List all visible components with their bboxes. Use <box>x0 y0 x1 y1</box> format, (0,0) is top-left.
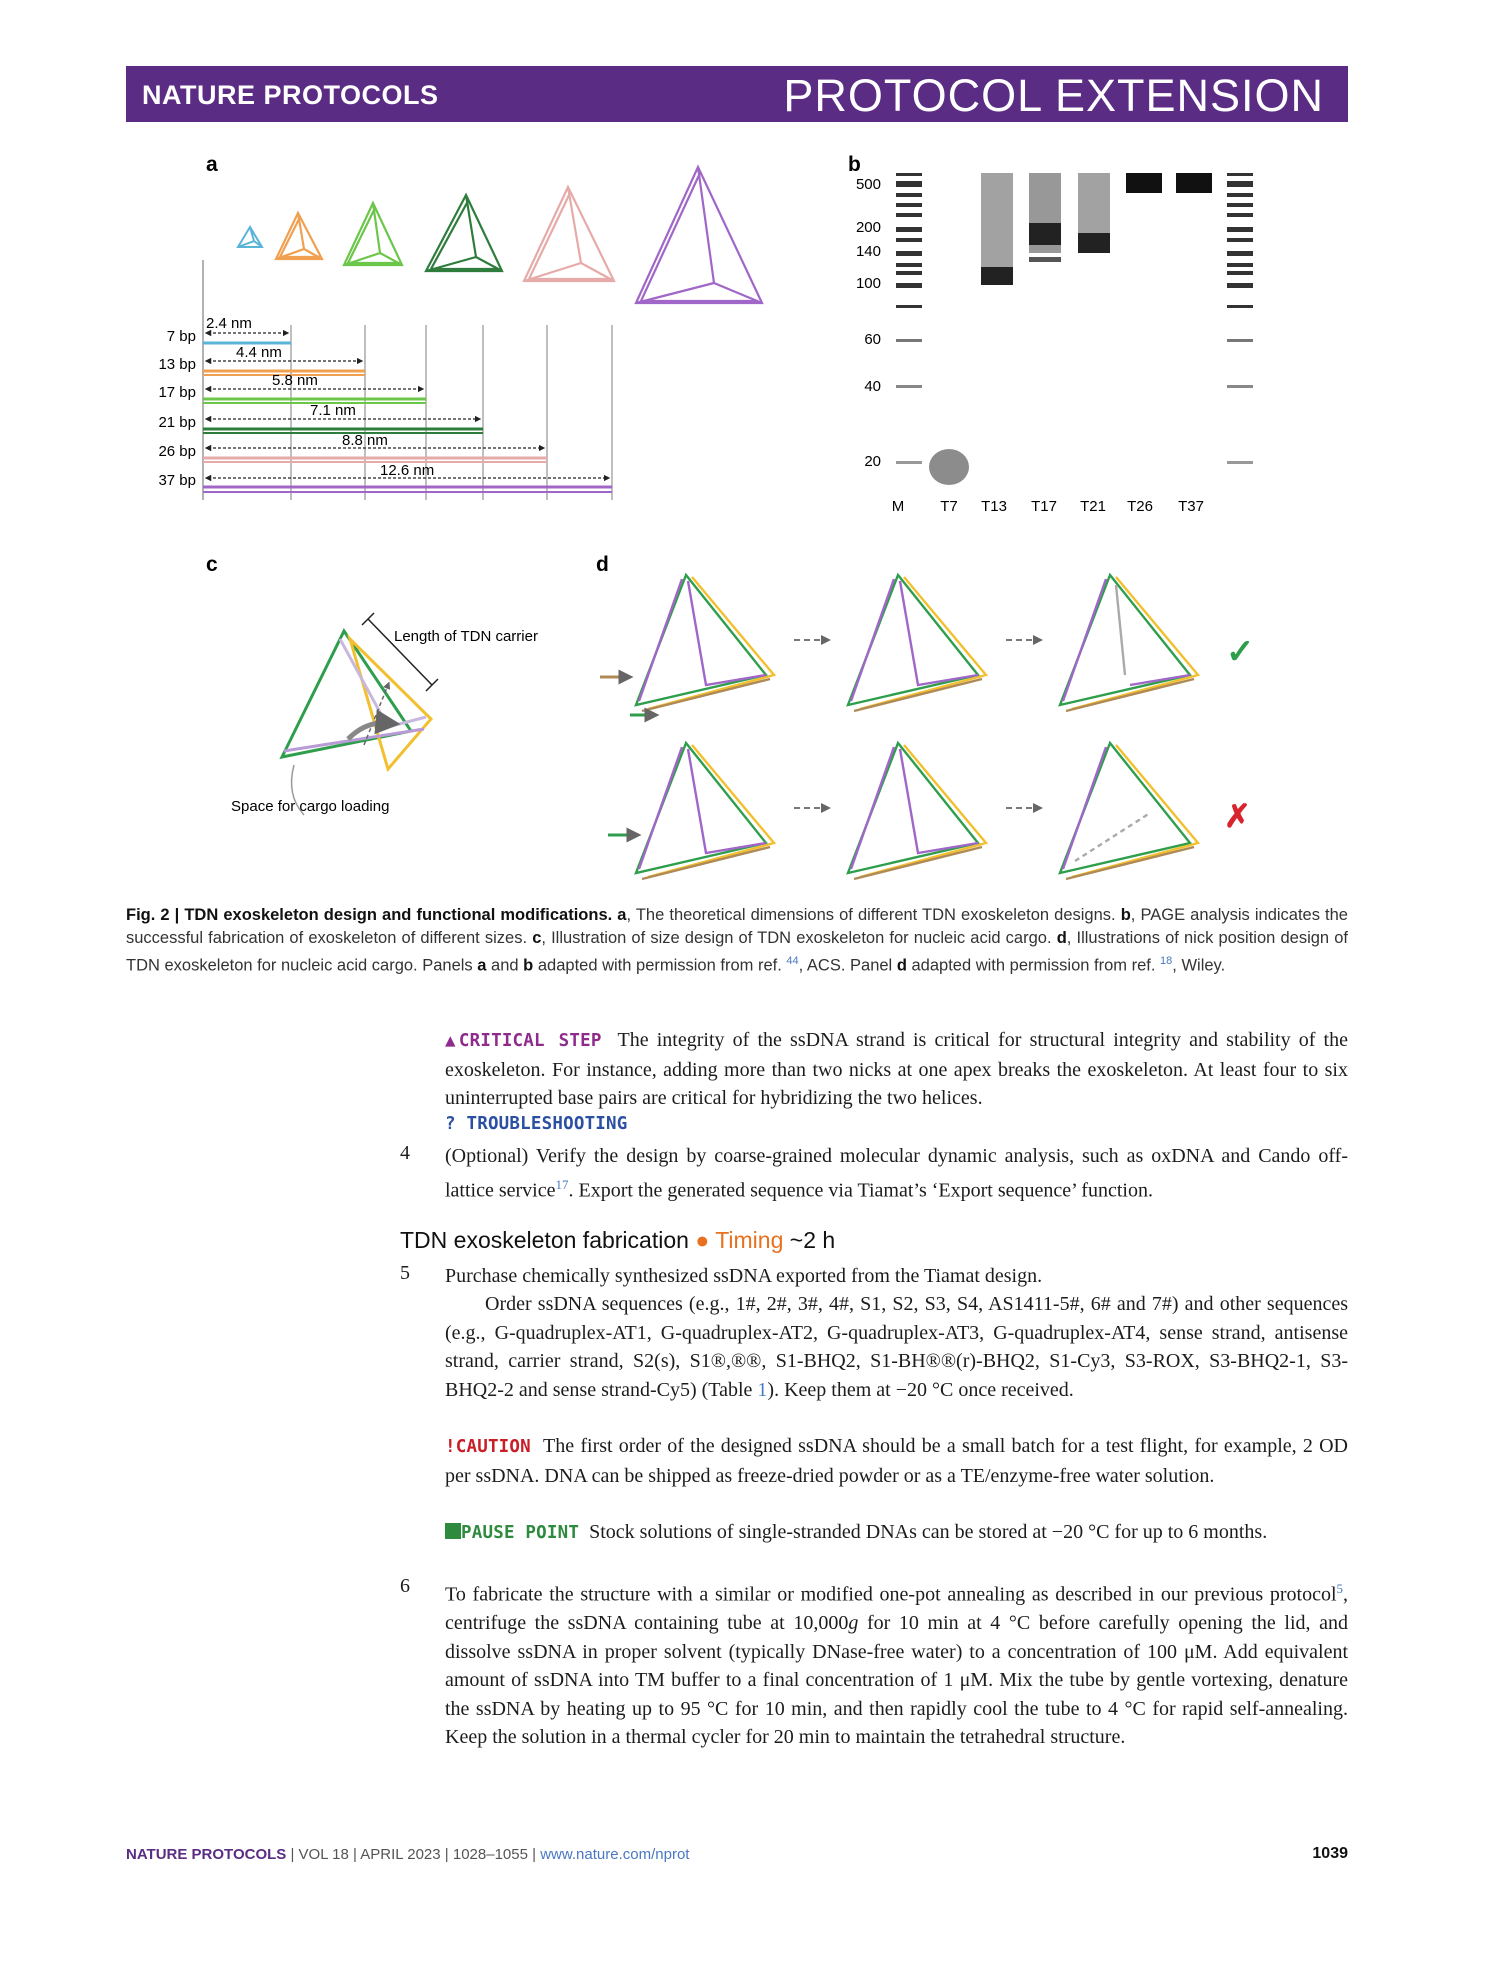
tetrahedron-37bp <box>636 167 762 303</box>
dim-label-4.4nm: 4.4 nm <box>236 344 282 361</box>
table-1-link[interactable]: 1 <box>757 1378 768 1401</box>
svg-text:20: 20 <box>864 453 881 470</box>
tetra-d1 <box>636 575 774 711</box>
tetra-d6 <box>1060 743 1198 879</box>
panel-b-label: b <box>848 153 861 176</box>
tetrahedron-17bp <box>344 203 402 265</box>
ref-17[interactable]: 17 <box>555 1176 569 1192</box>
svg-text:140: 140 <box>855 243 881 260</box>
row-label-21bp: 21 bp <box>158 414 196 431</box>
row-label-37bp: 37 bp <box>158 472 196 489</box>
dim-label-5.8nm: 5.8 nm <box>272 372 318 389</box>
svg-text:60: 60 <box>864 331 881 348</box>
section-heading: TDN exoskeleton fabrication ● Timing ~2 h <box>400 1227 836 1253</box>
tetrahedron-21bp <box>426 195 502 271</box>
tetra-d5 <box>848 743 986 879</box>
dim-label-7.1nm: 7.1 nm <box>310 402 356 419</box>
row-label-7bp: 7 bp <box>166 328 196 345</box>
tetrahedra-row <box>238 167 762 303</box>
ladder-size-labels <box>856 176 881 470</box>
space-for-cargo-loading-label: Space for cargo loading <box>231 798 390 815</box>
dimension-ladder <box>158 260 612 500</box>
panel-a-label: a <box>206 153 218 176</box>
critical-step-paragraph: ▲CRITICAL STEP The integrity of the ssDNA strand is critical for structural integrity and stability of the exoskeleton. For instance, adding more than two nicks at one apex breaks the exoskeleton. At least four to six uninterrupted base pairs are critical for hybridizing the two helices. <box>445 1029 1348 1109</box>
pause-square-icon <box>445 1523 461 1539</box>
svg-text:T17: T17 <box>1031 498 1057 515</box>
svg-text:M: M <box>891 498 905 515</box>
svg-text:200: 200 <box>855 219 881 236</box>
journal-url-link[interactable]: www.nature.com/nprot <box>540 1846 690 1863</box>
figure-caption: Fig. 2 | TDN exoskeleton design and functional modifications. a, The theoretical dimensions of different TDN exoskeleton designs. b, PAGE analysis indicates the successful fabrication of exoskeleton of different sizes. c, Illustration of size design of TDN exoskeleton for nucleic acid cargo. d, Illustrations of nick position design of TDN exoskeleton for nucleic acid cargo. Panels a and b adapted with permission from ref. $^{44}$, ACS. Panel d adapted with permission from ref. $^{18}$, Wiley. <box>126 906 1348 975</box>
ref-5[interactable]: 5 <box>1336 1581 1343 1596</box>
dim-label-2.4nm: 2.4 nm <box>206 315 252 332</box>
troubleshooting-link[interactable]: ? TROUBLESHOOTING <box>445 1114 628 1134</box>
length-of-tdn-carrier-label: Length of TDN carrier <box>394 628 538 645</box>
svg-text:500: 500 <box>855 176 881 193</box>
row-label-26bp: 26 bp <box>158 443 196 460</box>
step-5-order-paragraph: Order ssDNA sequences (e.g., 1#, 2#, 3#, 4#, S1, S2, S3, S4, AS1411-5#, 6# and 7#) and other sequences (e.g., G-quadruplex-AT1, G-quadruplex-AT2, G-quadruplex-AT3, G-quadruplex-AT4, sense strand, antisense strand, carrier strand, S2(s), S1®,®®, S1-BHQ2, S1-BH®®(r)-BHQ2, S1-Cy3, S3-ROX, S3-BHQ2-1, S3-BHQ2-2 and sense strand-Cy5) (Table 1). Keep them at −20 °C once received. <box>445 1293 1348 1401</box>
footer-citation: NATURE PROTOCOLS | VOL 18 | APRIL 2023 | 1028–1055 | www.nature.com/nprot <box>126 1846 690 1863</box>
pause-point-label: PAUSE POINT <box>461 1523 580 1543</box>
step-4-number: 4 <box>400 1142 410 1164</box>
tetra-d3 <box>1060 575 1198 711</box>
svg-text:T37: T37 <box>1178 498 1204 515</box>
section-name: PROTOCOL EXTENSION <box>783 70 1324 121</box>
tetrahedron-26bp <box>524 187 614 281</box>
dim-label-8.8nm: 8.8 nm <box>342 432 388 449</box>
panel-c-label: c <box>206 553 218 576</box>
step-4-text: (Optional) Verify the design by coarse-grained molecular dynamic analysis, such as oxDNA and Cando off-lattice service$^{17}$. Export the generated sequence via Tiamat’s ‘Export sequence’ function. <box>445 1145 1348 1202</box>
critical-step-label: ▲CRITICAL STEP <box>445 1031 602 1051</box>
panel-d-label: d <box>596 553 609 576</box>
tetrahedron-13bp <box>276 213 322 259</box>
nick-position-diagrams <box>600 575 1198 879</box>
pause-point-paragraph: PAUSE POINT Stock solutions of single-stranded DNAs can be stored at −20 °C for up to 6 months. <box>445 1518 1348 1548</box>
step-6-text: To fabricate the structure with a similar or modified one-pot annealing as described in our previous protocol$^5$, centrifuge the ssDNA containing tube at 10,000g for 10 min at 4 °C before carefully opening the lid, and dissolve ssDNA in proper solvent (typically DNase-free water) to a concentration of 100 μM. Add equivalent amount of ssDNA into TM buffer to a final concentration of 1 μM. Mix the tube by gentle vortexing, denature the ssDNA by heating up to 95 °C for 10 min, and then rapidly cool the tube to 4 °C for rapid self-annealing. Keep the solution in a thermal cycler for 20 min to maintain the tetrahedral structure. <box>445 1581 1348 1749</box>
tetrahedron-7bp <box>238 227 262 247</box>
step-5-text: Purchase chemically synthesized ssDNA exported from the Tiamat design. <box>445 1265 1043 1287</box>
ref-44[interactable]: 44 <box>786 955 799 967</box>
dim-label-12.6nm: 12.6 nm <box>380 462 435 479</box>
caution-paragraph: !CAUTION The first order of the designed ssDNA should be a small batch for a test flight, for example, 2 OD per ssDNA. DNA can be shipped as freeze-dried powder or as a TE/enzyme-free water solution. <box>445 1435 1348 1487</box>
timing-bullet-icon: ● <box>695 1227 710 1253</box>
tetra-d4 <box>636 743 774 879</box>
check-mark-icon: ✓ <box>1226 633 1255 671</box>
svg-text:T7: T7 <box>940 498 958 515</box>
journal-name: NATURE PROTOCOLS <box>142 80 439 110</box>
figure-2 <box>126 145 1366 890</box>
ref-18[interactable]: 18 <box>1160 955 1173 967</box>
tetra-d2 <box>848 575 986 711</box>
cross-mark-icon: ✗ <box>1224 798 1251 834</box>
row-label-17bp: 17 bp <box>158 384 196 401</box>
svg-text:T26: T26 <box>1127 498 1153 515</box>
page-gel <box>856 165 1366 515</box>
svg-text:40: 40 <box>864 378 881 395</box>
caution-label: !CAUTION <box>445 1437 531 1457</box>
svg-text:T21: T21 <box>1080 498 1106 515</box>
step-6-number: 6 <box>400 1575 410 1597</box>
row-label-13bp: 13 bp <box>158 356 196 373</box>
page-number: 1039 <box>1312 1845 1348 1862</box>
svg-text:T13: T13 <box>981 498 1007 515</box>
step-5-number: 5 <box>400 1262 410 1284</box>
svg-text:100: 100 <box>855 275 881 292</box>
